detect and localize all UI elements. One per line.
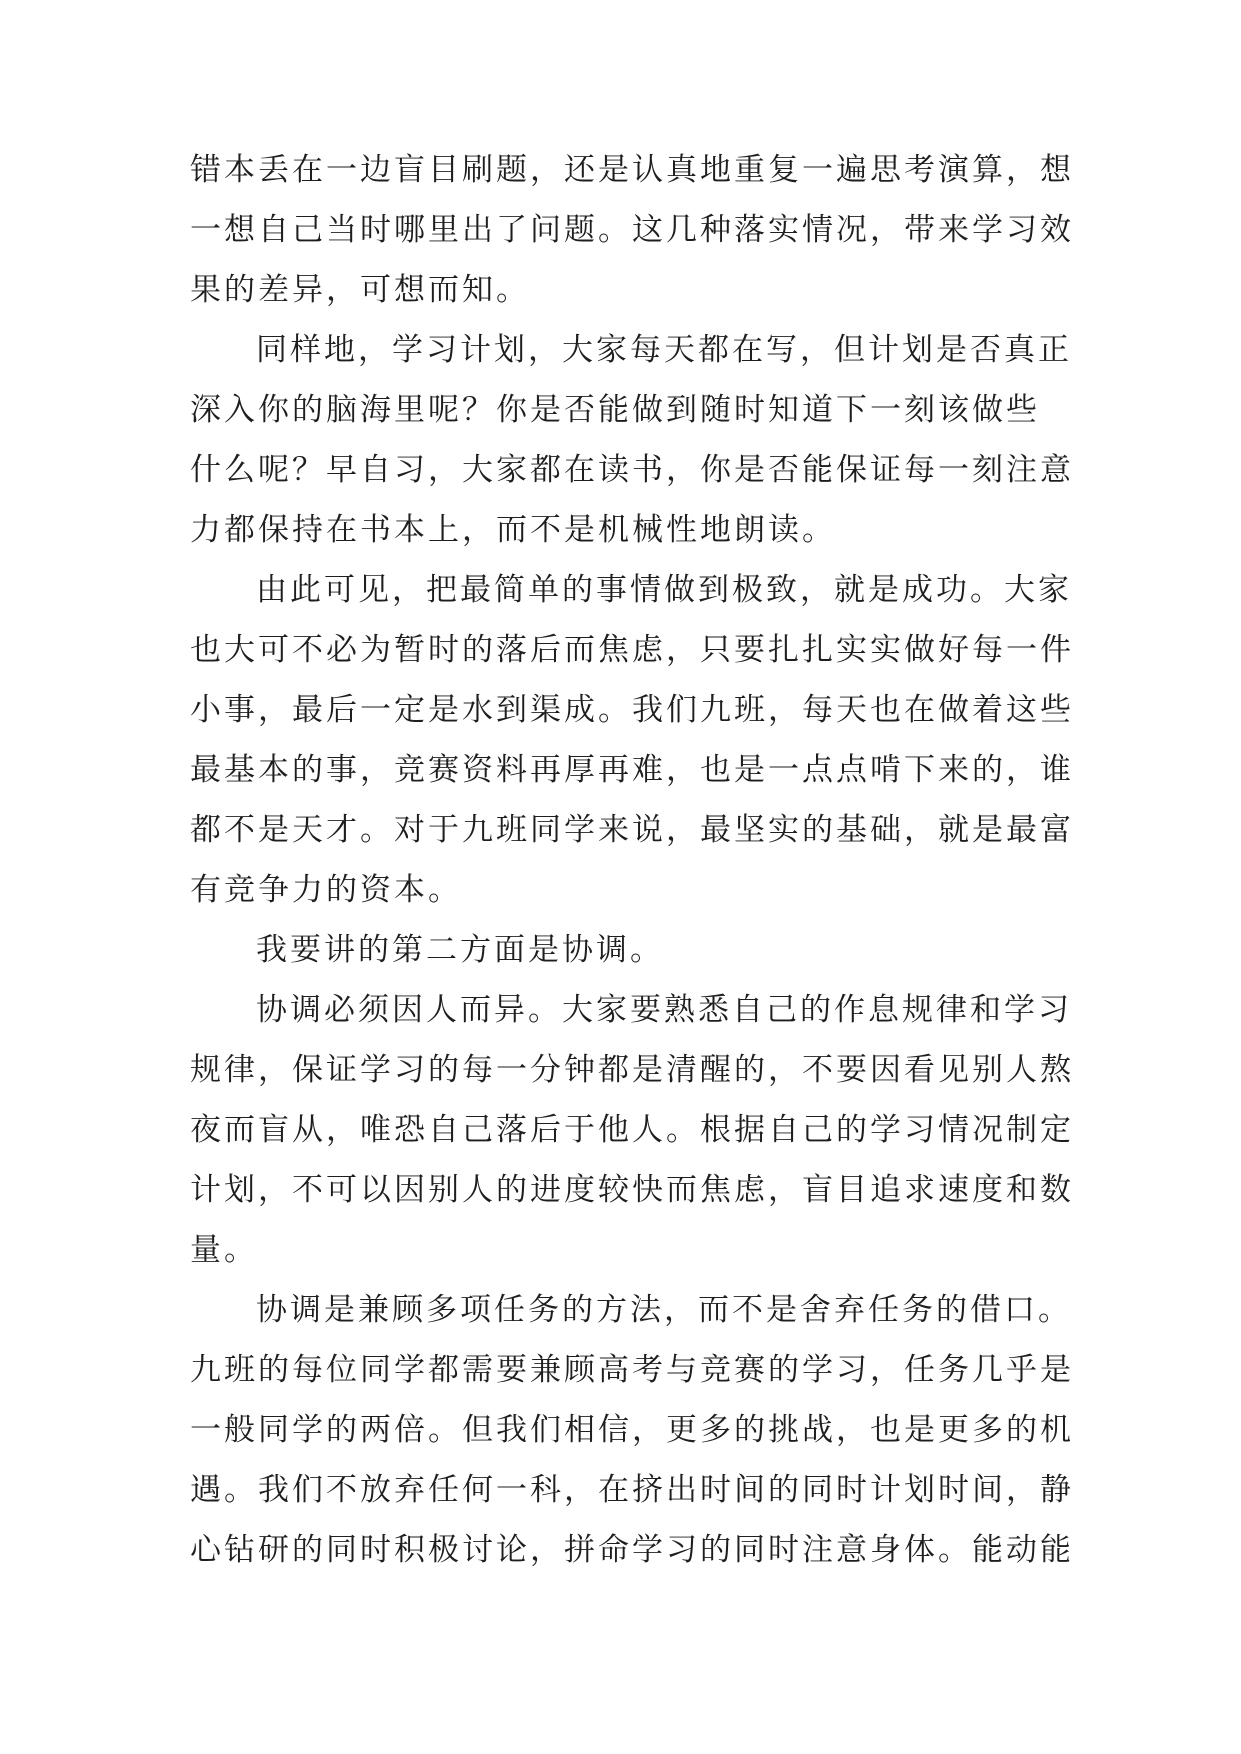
text-line: 遇。我们不放弃任何一科，在挤出时间的同时计划时间，静 (190, 1472, 1074, 1508)
text-line: 同样地，学习计划，大家每天都在写，但计划是否真正 (256, 332, 1072, 368)
text-line: 什么呢？早自习，大家都在读书，你是否能保证每一刻注意 (190, 452, 1074, 488)
text-line: 力都保持在书本上，而不是机械性地朗读。 (190, 512, 836, 548)
text-line: 由此可见，把最简单的事情做到极致，就是成功。大家 (256, 572, 1072, 608)
text-line: 协调必须因人而异。大家要熟悉自己的作息规律和学习 (256, 992, 1072, 1028)
text-line: 九班的每位同学都需要兼顾高考与竞赛的学习，任务几乎是 (190, 1352, 1074, 1388)
text-line: 最基本的事，竞赛资料再厚再难，也是一点点啃下来的，谁 (190, 752, 1074, 788)
text-line: 一般同学的两倍。但我们相信，更多的挑战，也是更多的机 (190, 1412, 1074, 1448)
text-line: 一想自己当时哪里出了问题。这几种落实情况，带来学习效 (190, 212, 1074, 248)
text-line: 深入你的脑海里呢？你是否能做到随时知道下一刻该做些 (190, 392, 1040, 428)
text-line: 有竞争力的资本。 (190, 872, 462, 908)
text-line: 都不是天才。对于九班同学来说，最坚实的基础，就是最富 (190, 812, 1074, 848)
text-line: 夜而盲从，唯恐自己落后于他人。根据自己的学习情况制定 (190, 1112, 1074, 1148)
text-line: 心钻研的同时积极讨论，拼命学习的同时注意身体。能动能 (190, 1532, 1074, 1568)
text-line: 计划，不可以因别人的进度较快而焦虑，盲目追求速度和数 (190, 1172, 1074, 1208)
text-line: 我要讲的第二方面是协调。 (256, 932, 664, 968)
text-line: 协调是兼顾多项任务的方法，而不是舍弃任务的借口。 (256, 1292, 1072, 1328)
text-line: 错本丢在一边盲目刷题，还是认真地重复一遍思考演算，想 (190, 152, 1074, 188)
text-line: 也大可不必为暂时的落后而焦虑，只要扎扎实实做好每一件 (190, 632, 1074, 668)
text-line: 规律，保证学习的每一分钟都是清醒的，不要因看见别人熬 (190, 1052, 1074, 1088)
text-line: 果的差异，可想而知。 (190, 272, 530, 308)
body-text (190, 140, 1074, 1580)
text-line: 量。 (190, 1232, 258, 1268)
text-line: 小事，最后一定是水到渠成。我们九班，每天也在做着这些 (190, 692, 1074, 728)
